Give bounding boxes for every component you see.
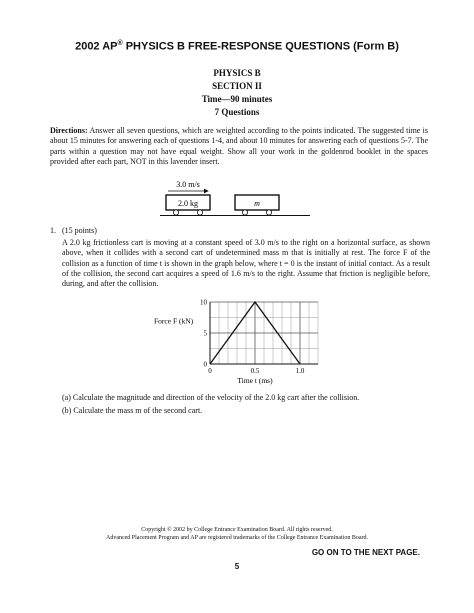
section-title: SECTION II: [212, 81, 262, 91]
force-time-chart: [150, 292, 350, 392]
y-tick-label: 5: [203, 329, 207, 338]
question-number-line: [50, 226, 97, 236]
question-points: (15 points): [62, 226, 97, 235]
carts-figure: [160, 178, 320, 220]
cart-1-wheel-right: [197, 210, 202, 215]
course-title: PHYSICS B: [213, 68, 261, 78]
x-axis-label: Time t (ms): [237, 376, 273, 385]
page-header: [0, 40, 474, 53]
speed-label: 3.0 m/s: [176, 180, 200, 189]
directions-label: Directions:: [50, 126, 88, 135]
question-intro: A 2.0 kg frictionless cart is moving at a constant speed of 3.0 m/s to the right on a horizontal surface, as shown above, when it collides with a second cart of undetermined mass m that is initially at rest. The force F of the collision as a function of time t is shown in the graph below, where t = 0 is the instant of initial contact. As a result of the collision, the second cart acquires a speed of 1.6 m/s to the right. Assume that friction is negligible before, during, and after the collision.: [62, 238, 430, 289]
go-on-notice: GO ON TO THE NEXT PAGE.: [311, 548, 420, 557]
cart-2-label: m: [254, 199, 260, 208]
x-tick-label: 1.0: [295, 367, 305, 375]
copyright-line: Copyright © 2002 by College Entrance Examination Board. All rights reserved.: [141, 527, 333, 533]
cart-1-wheel-left: [173, 210, 178, 215]
question-number: 1.: [50, 226, 56, 235]
header-title-prefix: 2002 AP: [75, 40, 118, 53]
question-count: 7 Questions: [214, 107, 260, 117]
cart-1-label: 2.0 kg: [178, 199, 198, 208]
part-b: (b) Calculate the mass m of the second cart.: [62, 406, 203, 415]
y-tick-label: 10: [200, 298, 207, 307]
header-title-suffix: PHYSICS B FREE-RESPONSE QUESTIONS (Form B): [122, 40, 399, 53]
x-tick-label: 0.5: [250, 367, 260, 375]
directions-paragraph: [50, 126, 428, 167]
cart-2-wheel-left: [242, 210, 247, 215]
time-limit: Time—90 minutes: [201, 94, 273, 104]
directions-text: Answer all seven questions, which are weighted according to the points indicated. The suggested time is about 15 minutes for answering each of questions 1-4, and about 10 minutes for answering each of questions 5-7. The parts within a question may not have equal weight. Show all your work in the goldenrod booklet in the spaces provided after each part, NOT in this lavender insert.: [50, 126, 428, 166]
y-axis-label: Force F (kN): [154, 316, 194, 326]
part-a: (a) Calculate the magnitude and direction of the velocity of the 2.0 kg cart after the collision.: [62, 393, 360, 402]
page-number: 5: [234, 562, 240, 571]
registered-mark: ®: [117, 40, 123, 47]
trademark-line: Advanced Placement Program and AP are registered trademarks of the College Entrance Examination Board.: [105, 535, 369, 541]
cart-2-wheel-right: [266, 210, 271, 215]
x-tick-label: 0: [208, 367, 212, 375]
y-tick-label: 0: [203, 360, 207, 369]
